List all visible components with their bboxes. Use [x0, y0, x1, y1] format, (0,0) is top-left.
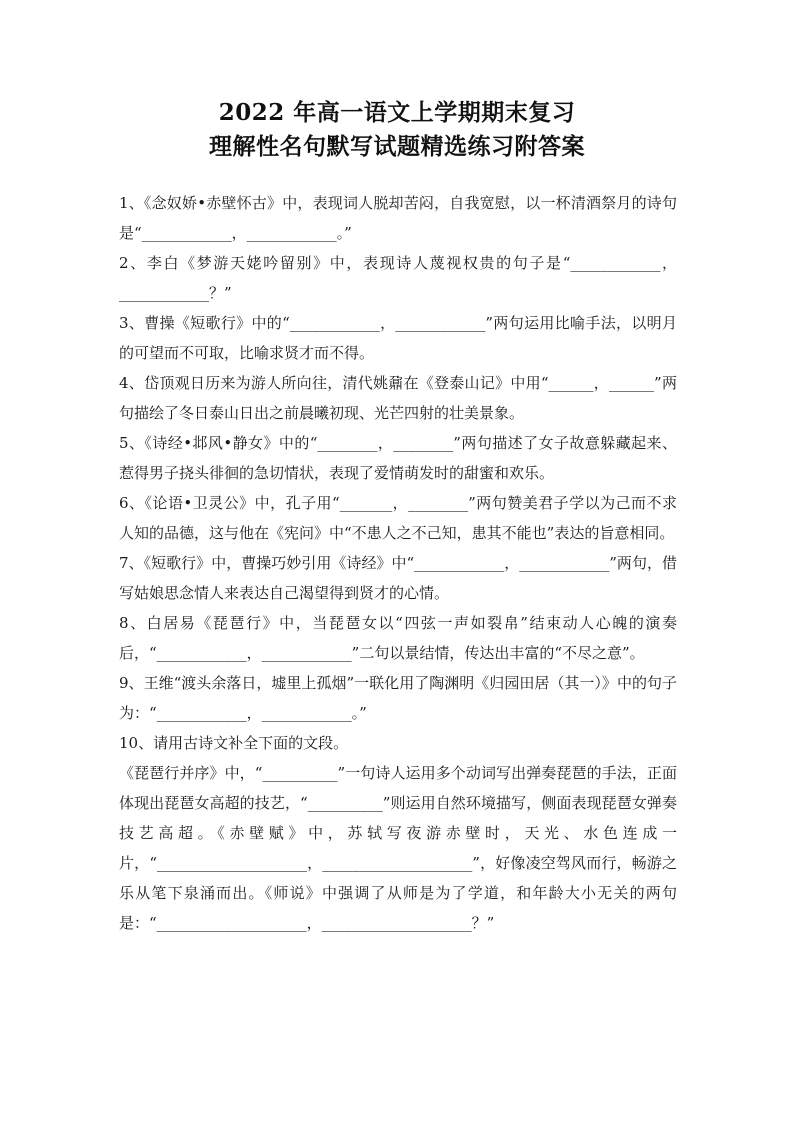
question-1: 1、《念奴娇•赤壁怀古》中，表现词人脱却苦闷，自我宽慰，以一杯清酒祭月的诗句是“____________，____________。”: [119, 194, 677, 242]
question-5: 5、《诗经•邶风•静女》中的“________，________”两句描述了女子故意躲藏起来、惹得男子挠头徘徊的急切情状，表现了爱情萌发时的甜蜜和欢乐。: [119, 434, 677, 482]
question-list: [119, 188, 677, 938]
question-2: 2、李白《梦游天姥吟留别》中，表现诗人蔑视权贵的句子是“____________，____________？”: [119, 254, 677, 302]
title-line-2: 理解性名句默写试题精选练习附答案: [209, 133, 585, 160]
question-9: 9、王维“渡头余落日，墟里上孤烟”一联化用了陶渊明《归园田居（其一）》中的句子为：“____________，____________。”: [119, 674, 677, 722]
question-7: 7、《短歌行》中，曹操巧妙引用《诗经》中“____________，____________”两句，借写姑娘思念情人来表达自己渴望得到贤才的心情。: [119, 554, 677, 602]
question-4: 4、岱顶观日历来为游人所向往，清代姚鼐在《登泰山记》中用“______，______”两句描绘了冬日泰山日出之前晨曦初现、光芒四射的壮美景象。: [119, 374, 677, 422]
document-title: [0, 96, 794, 164]
title-line-1: 2022 年高一语文上学期期末复习: [218, 99, 576, 126]
question-6: 6、《论语•卫灵公》中，孔子用“_______，________”两句赞美君子学以为己而不求人知的品德，这与他在《宪问》中“不患人之不己知，患其不能也”表达的旨意相同。: [119, 494, 677, 542]
question-3: 3、曹操《短歌行》中的“____________，____________”两句运用比喻手法，以明月的可望而不可取，比喻求贤才而不得。: [119, 314, 677, 362]
question-8: 8、白居易《琵琶行》中，当琵琶女以“四弦一声如裂帛”结束动人心魄的演奏后，“____________，____________”二句以景结情，传达出丰富的“不尽之意”。: [119, 614, 677, 662]
question-10-passage: 《琵琶行并序》中，“__________”一句诗人运用多个动词写出弹奏琵琶的手法，正面体现出琵琶女高超的技艺，“__________”则运用自然环境描写，侧面表现琵琶女弹奏技艺高超。《赤壁赋》中，苏轼写夜游赤壁时，天光、水色连成一片，“____________________，____________________”，好像凌空驾风而行，畅游之乐从笔下泉涌而出。《师说》中强调了从师是为了学道，和年龄大小无关的两句是：“____________________，____________________？”: [119, 764, 677, 932]
question-10-heading: 10、请用古诗文补全下面的文段。: [119, 734, 349, 752]
